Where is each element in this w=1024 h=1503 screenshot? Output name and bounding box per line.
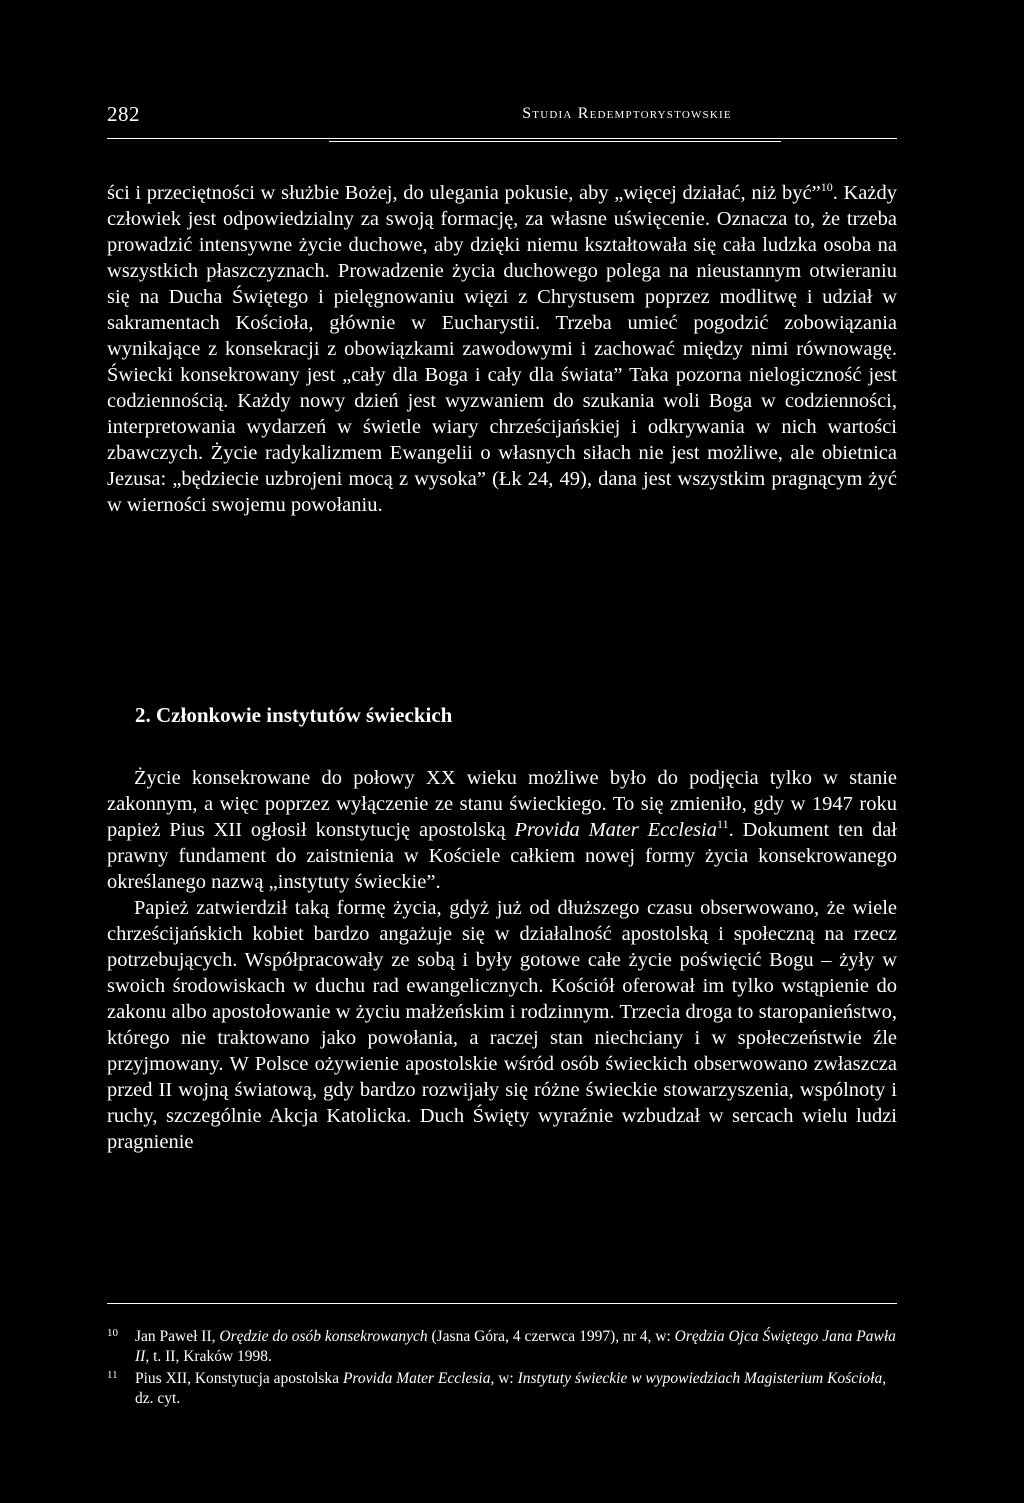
footnote-italic: Orędzia Ojca Świętego Jana Pawła II: [135, 1328, 896, 1365]
intro-paragraph: [107, 180, 897, 518]
document-title: Provida Mater Ecclesia: [514, 819, 718, 841]
section-paragraph-2: Papież zatwierdził taką formę życia, gdyż już od dłuższego czasu obserwowano, że wiele chrześcijańskich kobiet bardzo angażuje się w działalność apostolską i społeczną na rzecz potrzebujących. Współpracowały ze sobą i były gotowe całe życie poświęcić Bogu – żyły w swoich środowiskach w duchu rad ewangelicznych. Kościół oferował im tylko wstąpienie do zakonu albo apostołowanie w życiu małżeńskim i rodzinnym. Trzecia droga to staropanieństwo, którego nie traktowano jako powołania, a raczej stan niechciany i w społeczeństwie źle przyjmowany. W Polsce ożywienie apostolskie wśród osób świeckich obserwowano zwłaszcza przed II wojną światową, gdy bardzo rozwijały się różne świeckie stowarzyszenia, wspólnoty i ruchy, szczególnie Akcja Katolicka. Duch Święty wyraźnie wzbudzał w sercach wielu ludzi pragnienie: [107, 897, 897, 1153]
intro-text-part2: . Każdy człowiek jest odpowiedzialny za swoją formację, za własne uświęcenie. Oznacza to, że trzeba prowadzić intensywne życie duchowe, aby dzięki niemu kształtowała się cała ludzka osoba na wszystkich płaszczyznach. Prowadzenie życia duchowego polega na nieustannym otwieraniu się na Ducha Świętego i pielęgnowaniu więzi z Chrystusem poprzez modlitwę i udział w sakramentach Kościoła, głównie w Eucharystii. Trzeba umieć pogodzić zobowiązania wynikające z konsekracji z obowiązkami zawodowymi i zachować między nimi równowagę. Świecki konsekrowany jest „cały dla Boga i cały dla świata” Taka pozorna nielogiczność jest codziennością. Każdy nowy dzień jest wyzwaniem do szukania woli Boga w codzienności, interpretowania wydarzeń w świetle wiary chrześcijańskiej i odkrywania w nich wartości zbawczych. Życie radykalizmem Ewangelii o własnych siłach nie jest możliwe, ale obietnica Jezusa: „będziecie uzbrojeni mocą z wysoka” (Łk 24, 49), dana jest wszystkim pragnącym żyć w wierności swojemu powołaniu.: [107, 182, 897, 516]
footnote-italic: Provida Mater Ecclesia: [342, 1370, 491, 1387]
footnote-11: [107, 1369, 897, 1409]
section-paragraph-1: [107, 765, 897, 895]
journal-title: Studia Redemptorystowskie: [522, 105, 732, 122]
footnote-text: , w:: [490, 1370, 518, 1387]
footnote-text: , t. II, Kraków 1998.: [145, 1348, 272, 1365]
intro-text-block: [107, 180, 897, 518]
footnote-number: 11: [107, 1369, 118, 1381]
page-number: 282: [107, 102, 140, 126]
section-heading: 2. Członkowie instytutów świeckich: [135, 703, 453, 727]
footnotes: [107, 1327, 897, 1411]
footnote-text: (Jasna Góra, 4 czerwca 1997), nr 4, w:: [427, 1328, 675, 1345]
intro-text-part1: ści i przeciętności w służbie Bożej, do ulegania pokusie, aby „więcej działać, niż być”: [107, 182, 821, 204]
footnote-ref-10[interactable]: 10: [820, 180, 833, 194]
footnote-text: , dz. cyt.: [135, 1370, 887, 1407]
footnote-separator: [107, 1303, 897, 1304]
footnote-ref-11[interactable]: 11: [717, 817, 729, 831]
footnote-italic: Instytuty świeckie w wypowiedziach Magisterium Kościoła: [517, 1370, 883, 1387]
section-para1-part1: Życie konsekrowane do połowy XX wieku możliwe było do podjęcia tylko w stanie zakonnym, a więc poprzez wyłączenie ze stanu świeckiego. To się zmieniło, gdy w 1947 roku papież Pius XII ogłosił konstytucję apostolską: [107, 767, 897, 841]
running-head: [107, 102, 897, 138]
header-rule-accent: [329, 141, 781, 142]
footnote-italic: Orędzie do osób konsekrowanych: [219, 1328, 428, 1345]
section-para1-part2: . Dokument ten dał prawny fundament do zaistnienia w Kościele całkiem nowej formy życia konsekrowanego określanego nazwą „instytuty świeckie”.: [107, 819, 897, 893]
footnote-text: Jan Paweł II,: [135, 1328, 220, 1345]
footnote-text: Pius XII, Konstytucja apostolska: [135, 1370, 343, 1387]
footnote-number: 10: [107, 1327, 118, 1339]
footnote-10: [107, 1327, 897, 1367]
section-text-block: [107, 765, 897, 1155]
header-rule: [107, 138, 897, 139]
